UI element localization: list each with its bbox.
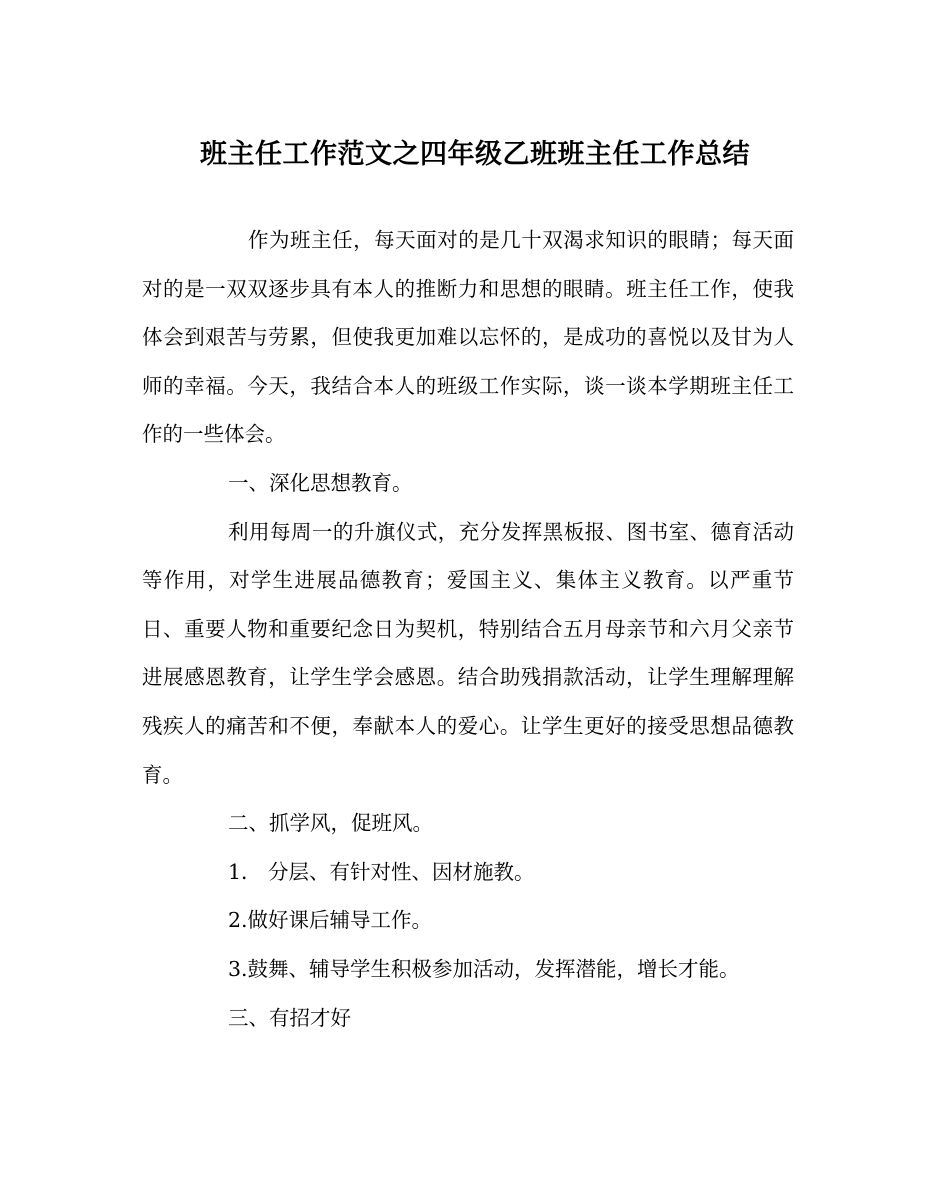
paragraph-section-1: 利用每周一的升旗仪式，充分发挥黑板报、图书室、德育活动等作用，对学生进展品德教育；爱国主义、集体主义教育。以严重节日、重要人物和重要纪念日为契机，特别结合五月母亲节和六月父亲节进展感恩教育，让学生学会感恩。结合助残捐款活动，让学生理解理解残疾人的痛苦和不便，奉献本人的爱心。让学生更好的接受思想品德教育。 [142,519,794,787]
document-body [142,216,794,1042]
section-heading-2: 二、抓学风，促班风。 [228,811,433,836]
list-item-1: 1． 分层、有针对性、因材施教。 [228,859,535,884]
list-item-2: 2.做好课后辅导工作。 [228,908,433,933]
paragraph-intro: 作为班主任，每天面对的是几十双渴求知识的眼睛；每天面对的是一双双逐步具有本人的推断力和思想的眼睛。班主任工作，使我体会到艰苦与劳累，但使我更加难以忘怀的，是成功的喜悦以及甘为人师的幸福。今天，我结合本人的班级工作实际，谈一谈本学期班主任工作的一些体会。 [142,228,794,447]
document-title: 班主任工作范文之四年级乙班班主任工作总结 [200,139,750,170]
list-item-3: 3.鼓舞、辅导学生积极参加活动，发挥潜能，增长才能。 [228,956,740,981]
section-heading-1: 一、深化思想教育。 [228,470,413,495]
section-heading-3: 三、有招才好 [228,1005,351,1030]
